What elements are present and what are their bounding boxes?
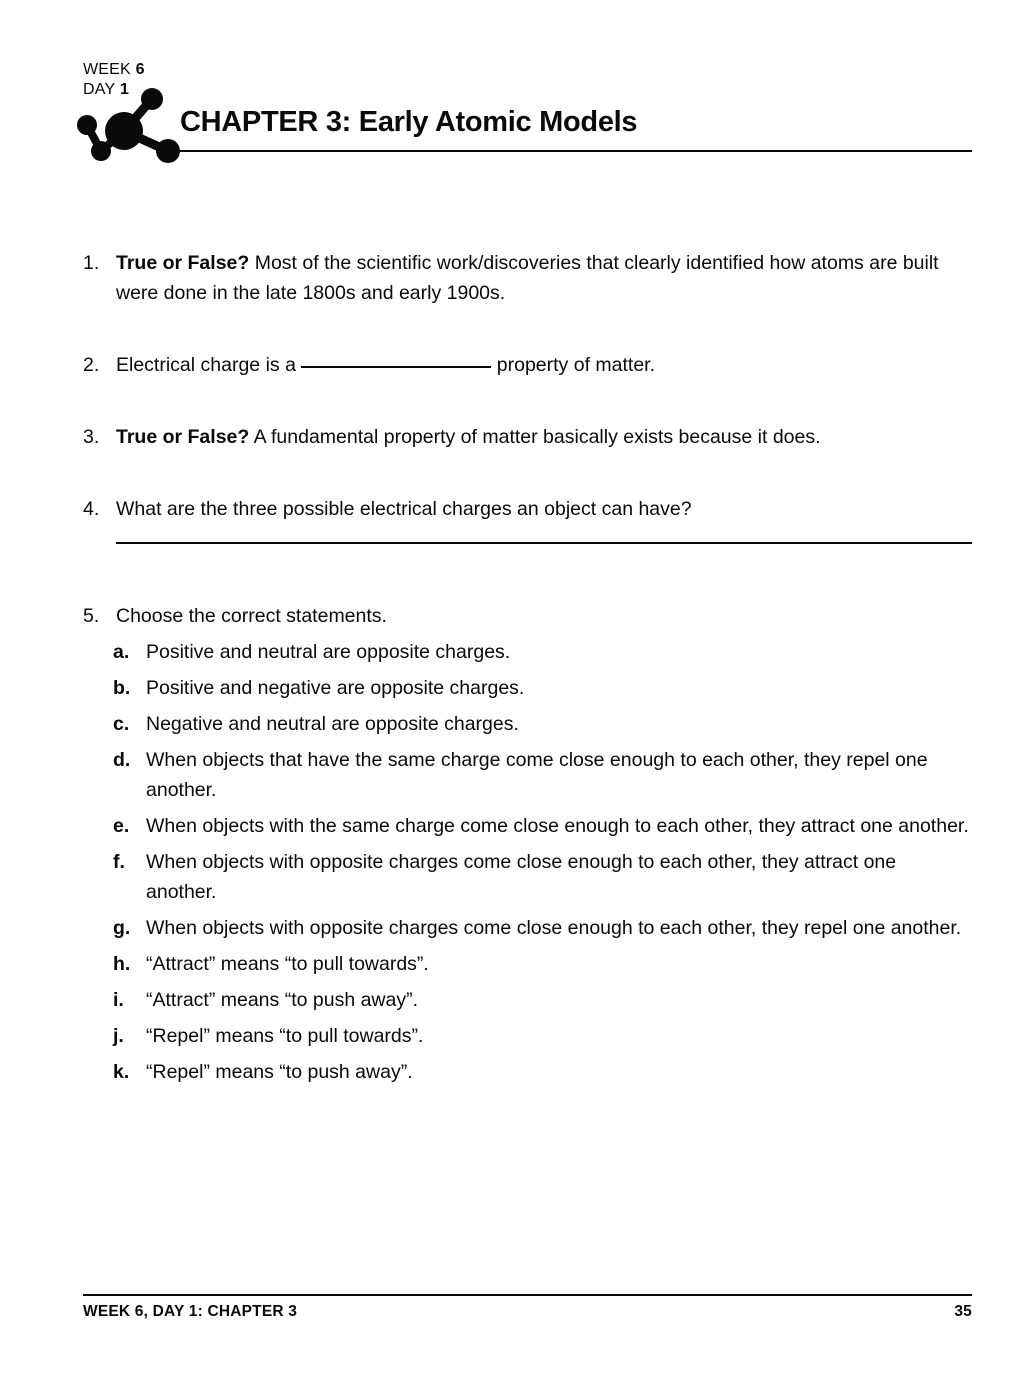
- question-number: 1.: [83, 252, 100, 274]
- option-text: “Repel” means “to pull towards”.: [146, 1025, 424, 1047]
- question-number: 3.: [83, 426, 100, 448]
- week-text: WEEK: [83, 61, 131, 78]
- option-letter: c.: [113, 713, 130, 735]
- option-k: [113, 1057, 972, 1087]
- question-2: [83, 350, 972, 380]
- option-text: Negative and neutral are opposite charges.: [146, 713, 519, 735]
- molecule-icon: [68, 84, 190, 178]
- week-number: 6: [135, 61, 145, 78]
- true-false-prefix: True or False?: [116, 426, 250, 448]
- option-text: Positive and negative are opposite charges.: [146, 677, 525, 699]
- option-list: [113, 637, 972, 1087]
- option-b: [113, 673, 972, 703]
- option-letter: f.: [113, 851, 125, 873]
- option-a: [113, 637, 972, 667]
- option-text: Positive and neutral are opposite charges.: [146, 641, 511, 663]
- option-letter: h.: [113, 953, 131, 975]
- question-number: 2.: [83, 354, 100, 376]
- question-list: [83, 248, 972, 1093]
- option-i: [113, 985, 972, 1015]
- text-after-blank: property of matter.: [496, 354, 656, 376]
- option-text: When objects with opposite charges come close enough to each other, they attract one another.: [146, 851, 897, 903]
- question-number: 4.: [83, 498, 100, 520]
- option-d: [113, 745, 972, 805]
- question-text: Choose the correct statements.: [116, 605, 387, 627]
- option-text: When objects that have the same charge come close enough to each other, they repel one another.: [146, 749, 928, 801]
- option-text: “Repel” means “to push away”.: [146, 1061, 413, 1083]
- true-false-prefix: True or False?: [116, 252, 250, 274]
- question-text: What are the three possible electrical charges an object can have?: [116, 498, 692, 520]
- option-text: When objects with opposite charges come close enough to each other, they repel one another.: [146, 917, 962, 939]
- page-title: CHAPTER 3: Early Atomic Models: [180, 106, 638, 138]
- option-text: “Attract” means “to push away”.: [146, 989, 419, 1011]
- option-letter: j.: [113, 1025, 124, 1047]
- option-letter: g.: [113, 917, 131, 939]
- question-1: [83, 248, 972, 308]
- day-number: 1: [119, 81, 130, 98]
- option-e: [113, 811, 972, 841]
- question-text: [116, 422, 972, 452]
- question-number: 5.: [83, 605, 100, 627]
- text-before-blank: Electrical charge is a: [116, 354, 296, 376]
- option-letter: i.: [113, 989, 124, 1011]
- option-letter: k.: [113, 1061, 130, 1083]
- footer-breadcrumb: WEEK 6, DAY 1: CHAPTER 3: [83, 1303, 298, 1320]
- option-letter: d.: [113, 749, 131, 771]
- option-j: [113, 1021, 972, 1051]
- option-text: “Attract” means “to pull towards”.: [146, 953, 429, 975]
- option-f: [113, 847, 972, 907]
- option-c: [113, 709, 972, 739]
- question-body-text: A fundamental property of matter basically exists because it does.: [253, 426, 821, 448]
- option-letter: e.: [113, 815, 130, 837]
- title-underline: [180, 150, 972, 152]
- question-text: [116, 350, 972, 380]
- question-body-text: Most of the scientific work/discoveries that clearly identified how atoms are built were done in the late 1800s and early 1900s.: [116, 252, 939, 304]
- week-line: [83, 60, 145, 80]
- question-5: [83, 601, 972, 631]
- question-3: [83, 422, 972, 452]
- option-g: [113, 913, 972, 943]
- question-4: [83, 494, 972, 524]
- option-letter: b.: [113, 677, 131, 699]
- day-text: DAY: [83, 81, 116, 98]
- option-text: When objects with the same charge come close enough to each other, they attract one another.: [146, 815, 969, 837]
- option-h: [113, 949, 972, 979]
- option-letter: a.: [113, 641, 130, 663]
- fill-in-blank: [301, 366, 491, 368]
- page-number: 35: [954, 1303, 972, 1320]
- page-footer: [83, 1294, 972, 1321]
- answer-line: [116, 542, 972, 544]
- question-text: [116, 248, 972, 308]
